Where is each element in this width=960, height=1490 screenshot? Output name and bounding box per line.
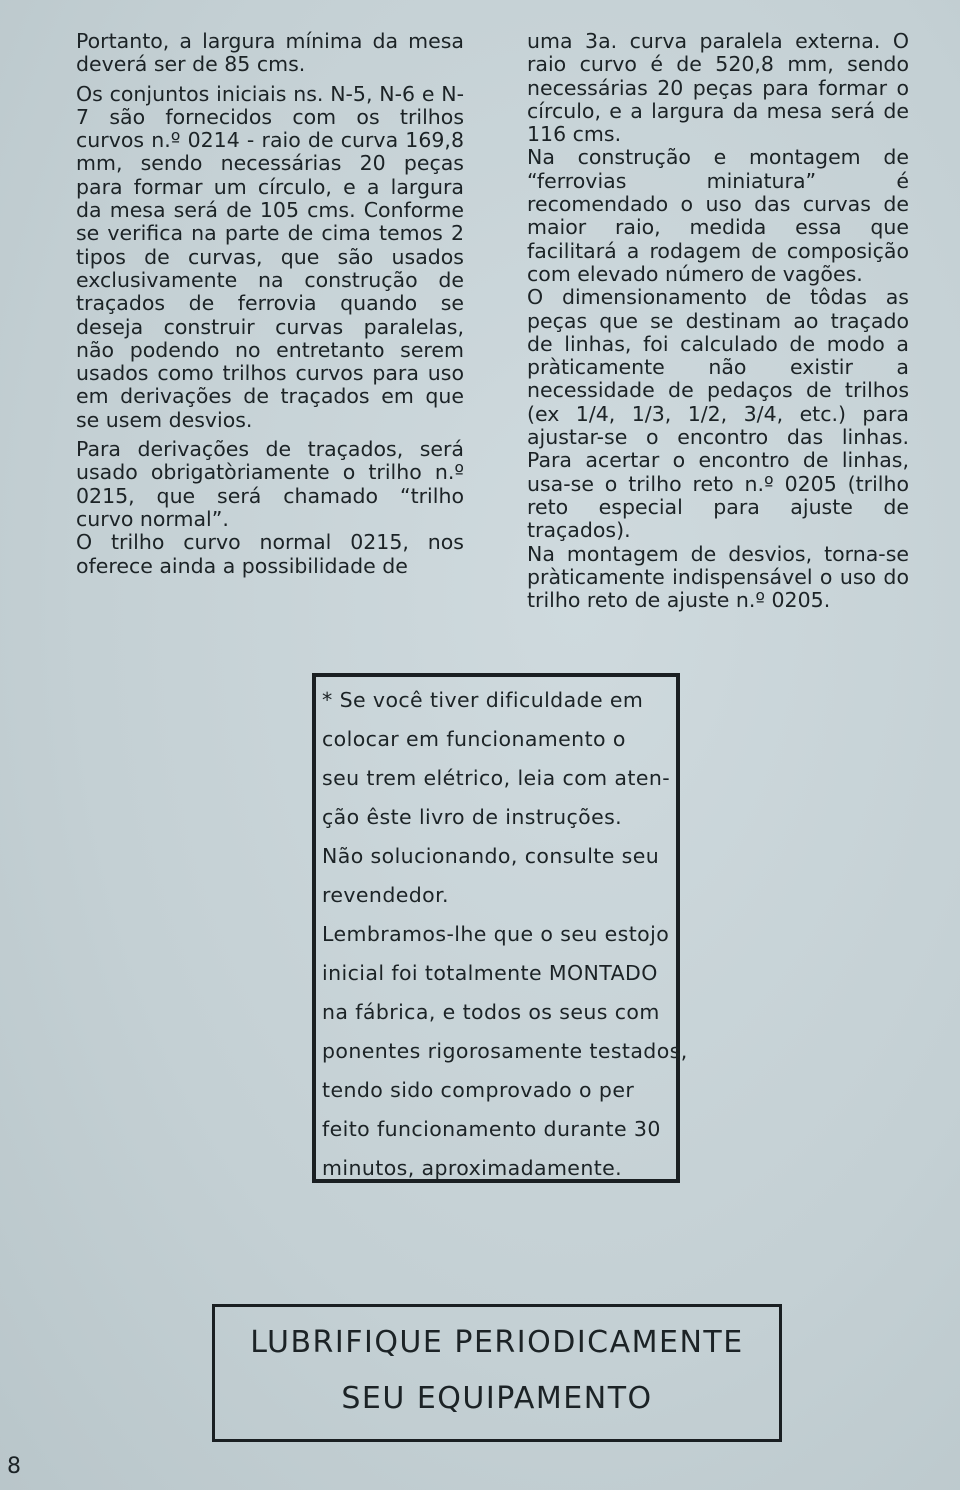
right-text-column [527,30,909,618]
notice-line: colocar em funcionamento o [322,727,626,751]
notice-line: ponentes rigorosamente testados, [322,1039,688,1063]
paragraph: O trilho curvo normal 0215, nos oferece ainda a possibilidade de [76,530,464,578]
notice-box [312,673,688,1183]
notice-line: Não solucionando, consulte seu [322,844,660,868]
notice-line: minutos, aproximadamente. [322,1156,623,1180]
notice-line: ção êste livro de instruções. [322,805,623,829]
paragraph: Na montagem de desvios, torna-se pràticamente indispensável o uso do trilho reto de ajuste n.º 0205. [527,541,909,613]
paragraph: uma 3a. curva paralela externa. O raio curvo é de 520,8 mm, sendo necessárias 20 peças para formar o círculo, e a largura da mesa será de 116 cms. [527,29,909,147]
paragraph: Portanto, a largura mínima da mesa deverá ser de 85 cms. [76,29,464,77]
paragraph: O dimensionamento de tôdas as peças que se destinam ao traçado de linhas, foi calculado de modo a pràticamente não existir a necessidade de pedaços de trilhos (ex 1/4, 1/3, 1/2, 3/4, etc.) para ajustar-se o encontro das linhas. Para acertar o encontro de linhas, usa-se o trilho reto n.º 0205 (trilho reto especial para ajuste de traçados). [527,285,909,543]
paragraph: Para derivações de traçados, será usado obrigatòriamente o trilho n.º 0215, que será chamado “trilho curvo normal”. [76,437,464,531]
notice-line: tendo sido comprovado o per [322,1078,635,1102]
notice-line: seu trem elétrico, leia com aten- [322,766,671,790]
notice-line: Lembramos-lhe que o seu estojo [322,922,670,946]
paragraph: Os conjuntos iniciais ns. N-5, N-6 e N-7 são fornecidos com os trilhos curvos n.º 0214 - raio de curva 169,8 mm, sendo necessárias 20 peças para formar um círculo, e a largura da mesa será de 105 cms. Conforme se verifica na parte de cima temos 2 tipos de curvas, que são usados exclusivamente na construção de traçados de ferrovia quando se deseja construir curvas paralelas, não podendo no entretanto serem usados como trilhos curvos para uso em derivações de traçados em que se usem desvios. [76,81,464,432]
notice-line: na fábrica, e todos os seus com [322,1000,660,1024]
banner-line-2: SEU EQUIPAMENTO [341,1381,653,1416]
left-text-column [76,30,464,584]
notice-line: * Se você tiver dificuldade em [322,688,644,712]
page-number: 8 [7,1454,21,1479]
notice-line: revendedor. [322,883,449,907]
paragraph: Na construção e montagem de “ferrovias miniatura” é recomendado o uso das curvas de maior raio, medida essa que facilitará a rodagem de composição com elevado número de vagões. [527,145,909,286]
lubrication-banner [212,1304,782,1442]
notice-line: inicial foi totalmente MONTADO [322,961,658,985]
banner-line-1: LUBRIFIQUE PERIODICAMENTE [250,1325,744,1360]
notice-line: feito funcionamento durante 30 [322,1117,661,1141]
